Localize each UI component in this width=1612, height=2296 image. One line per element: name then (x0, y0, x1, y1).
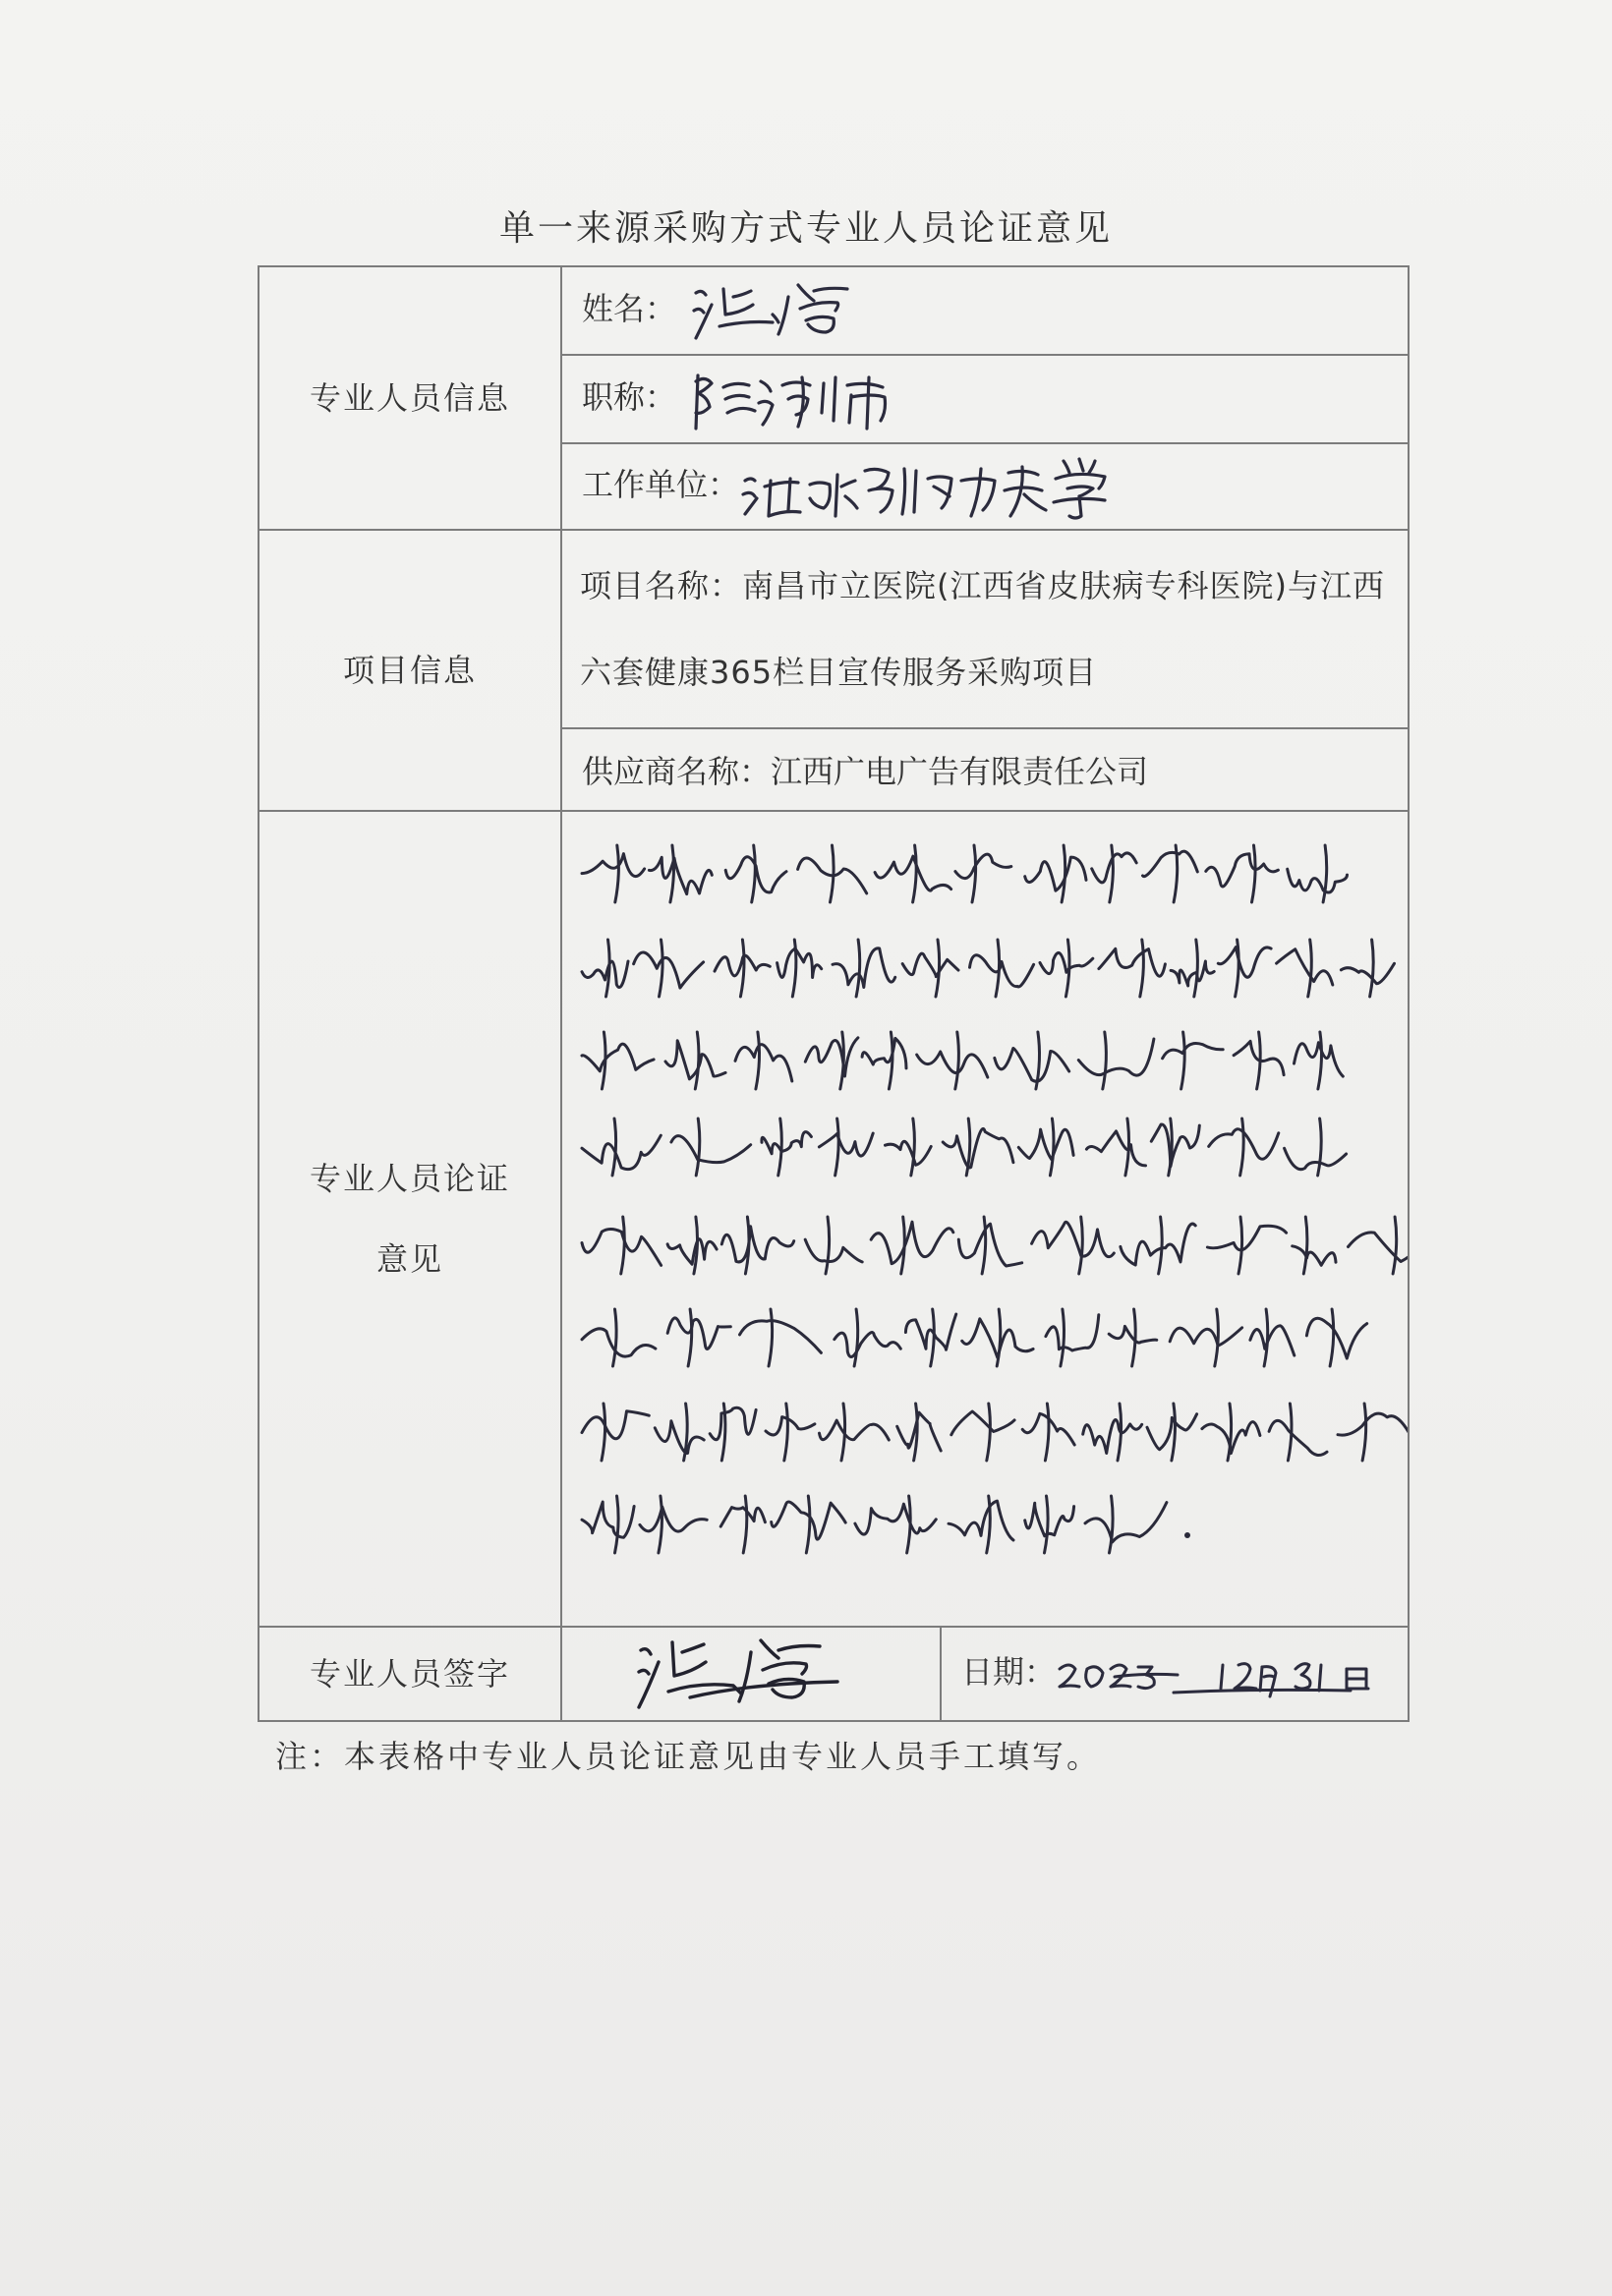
handwriting-stroke (649, 857, 712, 893)
handwriting-stroke (987, 1496, 991, 1553)
handwriting-stroke (1103, 1032, 1107, 1089)
handwriting-stroke (1318, 1032, 1322, 1089)
handwriting-stroke (659, 1496, 662, 1553)
name-label: 姓名： (582, 290, 677, 327)
handwriting-stroke (936, 940, 940, 997)
handwriting-stroke (949, 1501, 1013, 1540)
handwriting-stroke (982, 1217, 986, 1274)
handwriting-stroke (1285, 1148, 1347, 1169)
handwriting-stroke (582, 961, 628, 988)
handwriting-stroke (1110, 845, 1114, 902)
handwriting-stroke (1140, 940, 1144, 997)
handwriting-stroke (1109, 1326, 1157, 1343)
handwriting-stroke (1323, 845, 1327, 902)
handwriting-stroke (1040, 952, 1093, 973)
project-name-label: 项目名称： (580, 567, 743, 604)
handwriting-stroke (756, 1032, 760, 1089)
handwriting-stroke (901, 1217, 905, 1274)
handwriting-stroke (615, 845, 619, 902)
handwriting-stroke (1062, 845, 1065, 902)
handwriting-stroke (615, 1496, 619, 1553)
handwriting-stroke (854, 1309, 858, 1366)
handwriting-stroke (1207, 1226, 1286, 1250)
handwriting-stroke (1086, 1131, 1145, 1166)
handwriting-stroke (831, 845, 835, 902)
handwriting-stroke (1250, 1326, 1295, 1355)
handwriting-stroke (855, 1504, 936, 1534)
handwriting-stroke (1362, 1404, 1366, 1461)
handwriting-stroke (1171, 961, 1214, 986)
handwriting-stroke (670, 845, 674, 902)
handwriting-stroke (871, 1222, 953, 1264)
handwritten-opinion-strokes (562, 812, 1408, 1626)
handwriting-stroke (1159, 1217, 1163, 1274)
handwriting-stroke (1110, 1496, 1114, 1553)
handwriting-stroke (1370, 940, 1374, 997)
handwriting-stroke (696, 1119, 700, 1176)
handwriting-stroke (820, 1420, 890, 1440)
handwriting-stroke (735, 1045, 792, 1081)
handwriting-stroke (987, 1404, 991, 1461)
handwriting-stroke (826, 1217, 830, 1274)
handwriting-stroke (996, 940, 1000, 997)
handwriting-period (1184, 1532, 1190, 1538)
handwriting-stroke (582, 1230, 662, 1266)
handwriting-stroke (634, 952, 704, 988)
handwriting-stroke (856, 940, 860, 997)
work-unit-label: 工作单位： (582, 466, 740, 503)
handwriting-stroke (1252, 845, 1256, 902)
handwriting-stroke (621, 1217, 625, 1274)
handwriting-stroke (886, 1141, 932, 1165)
handwriting-stroke (862, 1038, 906, 1068)
handwriting-stroke (1018, 1129, 1073, 1160)
handwriting-stroke (710, 1407, 756, 1439)
handwriting-stroke (1046, 1315, 1099, 1350)
handwriting-stroke (1032, 1222, 1115, 1256)
job-title-label: 职称： (582, 378, 677, 416)
handwriting-stroke (667, 1318, 730, 1349)
name-row (259, 266, 1409, 355)
handwriting-stroke (833, 948, 895, 988)
handwriting-stroke (1393, 1217, 1397, 1274)
project-name-row (259, 530, 1409, 728)
handwriting-stroke (640, 1507, 707, 1531)
handwriting-stroke (1240, 1119, 1244, 1176)
handwriting-stroke (997, 1309, 1001, 1366)
signature-header: 专业人员签字 (259, 1627, 561, 1721)
handwriting-stroke (740, 1321, 822, 1353)
handwriting-stroke (582, 1044, 654, 1071)
supplier-cell (561, 728, 1409, 811)
handwriting-stroke (1181, 1032, 1185, 1089)
document-title: 单一来源采购方式专业人员论证意见 (498, 208, 1113, 249)
handwriting-stroke (660, 940, 663, 997)
supplier-value: 江西广电广告有限责任公司 (771, 753, 1149, 790)
handwriting-stroke (602, 1404, 605, 1461)
handwriting-stroke (1025, 857, 1086, 890)
handwriting-stroke (958, 1224, 1021, 1266)
personnel-info-header: 专业人员信息 (259, 266, 561, 530)
handwriting-stroke (1143, 851, 1198, 876)
handwriting-stroke (582, 1411, 649, 1439)
handwriting-stroke (1303, 1217, 1307, 1274)
handwriting-stroke (917, 1052, 988, 1077)
handwriting-stroke (1025, 1503, 1074, 1536)
handwriting-stroke (1079, 1217, 1083, 1274)
handwriting-stroke (805, 1239, 862, 1262)
handwritten-work-unit (739, 451, 1152, 522)
handwriting-stroke (582, 854, 645, 877)
handwriting-stroke (743, 1496, 747, 1553)
signature-row (259, 1627, 1409, 1721)
handwriting-stroke (902, 953, 958, 976)
handwriting-stroke (695, 1032, 699, 1089)
handwriting-stroke (905, 1314, 955, 1349)
handwriting-stroke (875, 856, 951, 890)
opinion-header-label: 专业人员论证意见 (309, 1160, 510, 1278)
handwriting-stroke (1293, 1246, 1336, 1266)
handwriting-stroke (1163, 1043, 1224, 1058)
handwriting-stroke (1295, 1043, 1344, 1076)
handwriting-stroke (1206, 854, 1279, 887)
form-table (258, 265, 1410, 1722)
project-info-header: 项目信息 (259, 530, 561, 811)
handwriting-stroke (1170, 1328, 1241, 1346)
handwriting-stroke (911, 1119, 915, 1176)
handwritten-job-title (690, 364, 906, 434)
handwriting-stroke (819, 1133, 873, 1156)
supplier-label: 供应商名称： (582, 753, 772, 790)
handwriting-stroke (835, 1333, 901, 1357)
handwriting-stroke (1218, 947, 1271, 978)
handwritten-signature (631, 1633, 857, 1715)
handwriting-stroke (752, 845, 756, 902)
handwriting-stroke (1288, 869, 1348, 892)
handwriting-stroke (995, 1049, 1069, 1082)
handwriting-stroke (1147, 1414, 1197, 1450)
handwriting-stroke (1264, 1309, 1268, 1366)
handwriting-stroke (582, 1135, 661, 1169)
handwriting-stroke (806, 1496, 810, 1553)
handwriting-stroke (970, 955, 1034, 987)
handwriting-stroke (951, 1411, 1014, 1435)
handwriting-stroke (962, 1319, 1033, 1358)
handwriting-stroke (667, 1239, 717, 1265)
handwriting-stroke (1338, 1413, 1408, 1438)
handwriting-stroke (1121, 1224, 1195, 1265)
handwriting-stroke (1083, 1419, 1142, 1453)
footer-note: 注：本表格中专业人员论证意见由专业人员手工填写。 (275, 1738, 1102, 1775)
handwriting-stroke (1061, 1309, 1065, 1366)
handwriting-stroke (777, 948, 822, 978)
handwritten-name (690, 275, 877, 346)
project-name-value: 南昌市立医院(江西省皮肤病专科医院)与江西六套健康365栏目宣传服务采购项目 (580, 567, 1385, 691)
handwriting-stroke (784, 1404, 788, 1461)
work-unit-cell (561, 443, 1409, 530)
date-label: 日期： (961, 1653, 1057, 1691)
handwriting-stroke (1045, 1404, 1049, 1461)
handwriting-stroke (1341, 963, 1394, 984)
handwriting-stroke (1085, 1503, 1167, 1542)
signature-cell (561, 1627, 941, 1721)
handwriting-stroke (913, 845, 917, 902)
handwriting-stroke (805, 1038, 858, 1076)
handwriting-stroke (766, 1417, 815, 1435)
handwriting-stroke (720, 1508, 765, 1527)
handwriting-stroke (943, 1128, 1013, 1168)
handwriting-stroke (1194, 940, 1198, 997)
handwriting-stroke (655, 1421, 704, 1454)
handwriting-stroke (1318, 1119, 1322, 1176)
project-name-cell (561, 530, 1409, 728)
handwriting-stroke (1308, 940, 1312, 997)
handwriting-stroke (1330, 1309, 1334, 1366)
name-cell (561, 266, 1409, 355)
handwriting-stroke (897, 1412, 942, 1451)
handwriting-stroke (1172, 1404, 1176, 1461)
handwriting-stroke (907, 1496, 911, 1553)
opinion-header (259, 811, 561, 1627)
handwriting-stroke (762, 1132, 811, 1154)
handwriting-stroke (1151, 1124, 1199, 1167)
handwriting-stroke (955, 854, 1011, 879)
handwriting-stroke (671, 1136, 751, 1163)
handwriting-stroke (1078, 1039, 1154, 1075)
handwriting-stroke (582, 1329, 656, 1356)
handwriting-stroke (792, 940, 796, 997)
handwriting-stroke (835, 1119, 839, 1176)
handwriting-stroke (1349, 1233, 1409, 1262)
date-cell (941, 1627, 1409, 1721)
handwriting-stroke (1045, 1496, 1049, 1553)
handwriting-stroke (582, 1502, 634, 1537)
handwriting-stroke (769, 1309, 773, 1366)
handwriting-stroke (688, 1309, 692, 1366)
handwriting-stroke (955, 1032, 959, 1089)
handwriting-stroke (1238, 1217, 1242, 1274)
handwriting-stroke (721, 1227, 793, 1262)
handwriting-stroke (1050, 1119, 1054, 1176)
handwriting-stroke (613, 1309, 617, 1366)
handwritten-date (1056, 1639, 1390, 1708)
handwriting-stroke (1269, 1420, 1327, 1455)
handwriting-stroke (1277, 949, 1333, 985)
handwriting-stroke (1099, 948, 1166, 976)
handwriting-stroke (665, 1041, 725, 1079)
handwriting-stroke (1306, 1318, 1366, 1358)
opinion-cell (561, 811, 1409, 1627)
job-title-cell (561, 355, 1409, 443)
handwriting-stroke (931, 1309, 935, 1366)
opinion-row (259, 811, 1409, 1627)
